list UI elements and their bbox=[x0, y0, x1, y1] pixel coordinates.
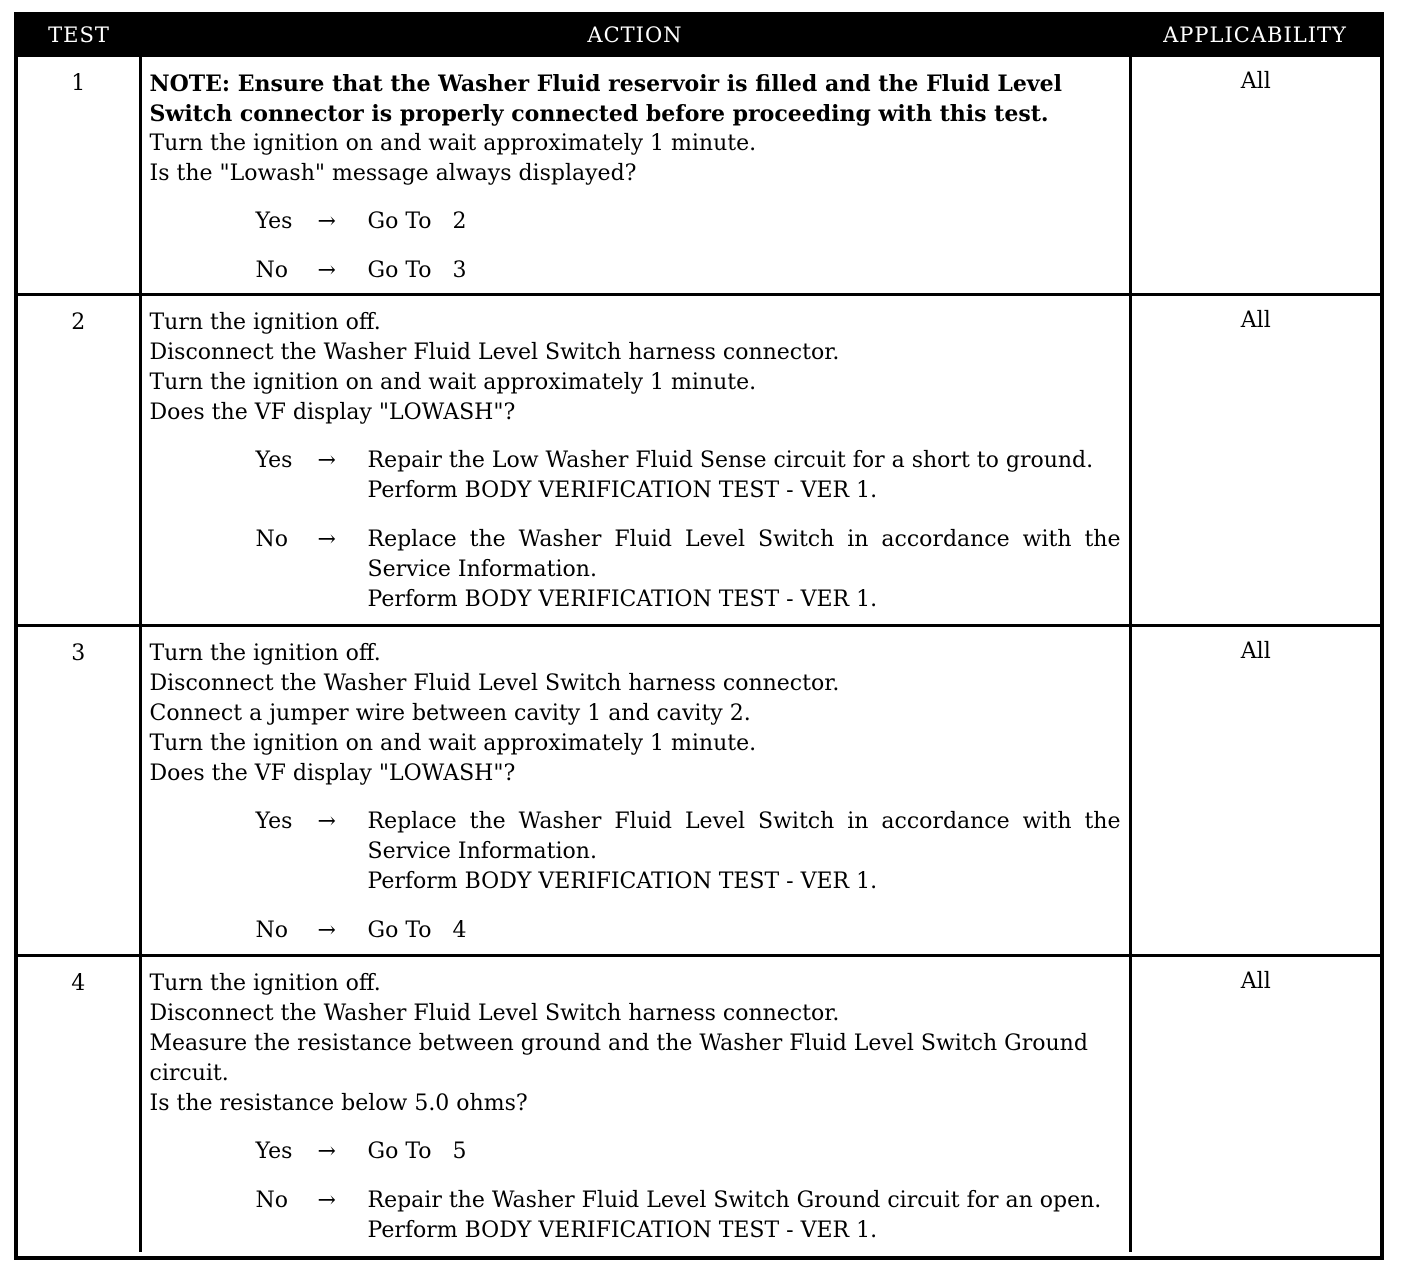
branch-list bbox=[150, 446, 1121, 615]
branch-no bbox=[150, 256, 1121, 286]
branch-no bbox=[150, 1186, 1121, 1246]
step-text: Turn the ignition off. bbox=[149, 971, 381, 996]
branch-list bbox=[150, 207, 1121, 286]
result-line: Replace the Washer Fluid Level Switch in accordance with the Service Information. bbox=[367, 527, 1121, 582]
note-text: NOTE: Ensure that the Washer Fluid reservoir is filled and the Fluid Level Switch connector is properly connected before proceeding with this test. bbox=[149, 71, 1063, 127]
result-line: Repair the Low Washer Fluid Sense circuit for a short to ground. bbox=[367, 448, 1094, 473]
branch-label: No bbox=[255, 258, 288, 283]
arrow-icon: → bbox=[317, 209, 336, 234]
step-text: Does the VF display "LOWASH"? bbox=[149, 761, 516, 786]
result-line: Perform BODY VERIFICATION TEST - VER 1. bbox=[367, 869, 878, 894]
header-action: ACTION bbox=[140, 16, 1130, 56]
branch-label: No bbox=[255, 1188, 288, 1213]
arrow-icon: → bbox=[317, 258, 336, 283]
result-line: Replace the Washer Fluid Level Switch in accordance with the Service Information. bbox=[367, 809, 1121, 864]
branch-result bbox=[368, 1186, 1121, 1246]
table-row bbox=[18, 56, 1380, 295]
branch-list bbox=[150, 1137, 1121, 1246]
branch-yes bbox=[150, 207, 1121, 237]
result-line: Go To 5 bbox=[367, 1139, 467, 1164]
step-text: Measure the resistance between ground and the Washer Fluid Level Switch Ground circuit. bbox=[149, 1031, 1088, 1086]
result-line: Perform BODY VERIFICATION TEST - VER 1. bbox=[367, 478, 878, 503]
branch-result bbox=[368, 446, 1121, 506]
header-test: TEST bbox=[18, 16, 140, 56]
branch-list bbox=[150, 807, 1121, 946]
step-text: Is the resistance below 5.0 ohms? bbox=[149, 1091, 528, 1116]
branch-result bbox=[368, 256, 1121, 286]
test-number: 1 bbox=[18, 56, 140, 295]
test-number: 4 bbox=[18, 956, 140, 1253]
arrow-icon: → bbox=[317, 527, 336, 552]
branch-label: No bbox=[255, 918, 288, 943]
step-text: Turn the ignition off. bbox=[149, 310, 381, 335]
diagnostic-test-table-frame bbox=[14, 12, 1384, 1260]
branch-result bbox=[368, 916, 1121, 946]
test-number: 3 bbox=[18, 626, 140, 956]
branch-label: No bbox=[255, 527, 288, 552]
action-cell bbox=[140, 956, 1130, 1253]
step-text: Disconnect the Washer Fluid Level Switch harness connector. bbox=[149, 340, 840, 365]
branch-result bbox=[368, 525, 1121, 615]
branch-label: Yes bbox=[255, 809, 293, 834]
result-line: Go To 2 bbox=[367, 209, 467, 234]
result-line: Perform BODY VERIFICATION TEST - VER 1. bbox=[367, 1218, 878, 1243]
arrow-icon: → bbox=[317, 918, 336, 943]
action-cell bbox=[140, 56, 1130, 295]
step-text: Turn the ignition on and wait approximately 1 minute. bbox=[149, 131, 757, 156]
result-line: Go To 4 bbox=[367, 918, 467, 943]
arrow-icon: → bbox=[317, 1188, 336, 1213]
step-text: Disconnect the Washer Fluid Level Switch harness connector. bbox=[149, 1001, 840, 1026]
applicability-cell: All bbox=[1130, 56, 1380, 295]
result-line: Repair the Washer Fluid Level Switch Ground circuit for an open. bbox=[367, 1188, 1102, 1213]
step-text: Turn the ignition on and wait approximately 1 minute. bbox=[149, 370, 757, 395]
step-text: Turn the ignition on and wait approximately 1 minute. bbox=[149, 731, 757, 756]
header-applicability: APPLICABILITY bbox=[1130, 16, 1380, 56]
test-number: 2 bbox=[18, 295, 140, 626]
branch-yes bbox=[150, 446, 1121, 506]
branch-yes bbox=[150, 1137, 1121, 1167]
step-text: Is the "Lowash" message always displayed? bbox=[149, 161, 637, 186]
action-cell bbox=[140, 295, 1130, 626]
step-text: Connect a jumper wire between cavity 1 and cavity 2. bbox=[149, 701, 751, 726]
branch-yes bbox=[150, 807, 1121, 897]
table-header-row bbox=[18, 16, 1380, 56]
branch-label: Yes bbox=[255, 1139, 293, 1164]
applicability-cell: All bbox=[1130, 626, 1380, 956]
branch-result bbox=[368, 1137, 1121, 1167]
branch-label: Yes bbox=[255, 448, 293, 473]
step-text: Disconnect the Washer Fluid Level Switch harness connector. bbox=[149, 671, 840, 696]
arrow-icon: → bbox=[317, 1139, 336, 1164]
diagnostic-test-table bbox=[18, 16, 1380, 1252]
step-text: Turn the ignition off. bbox=[149, 641, 381, 666]
applicability-cell: All bbox=[1130, 295, 1380, 626]
applicability-cell: All bbox=[1130, 956, 1380, 1253]
arrow-icon: → bbox=[317, 448, 336, 473]
branch-no bbox=[150, 525, 1121, 615]
branch-result bbox=[368, 207, 1121, 237]
arrow-icon: → bbox=[317, 809, 336, 834]
result-line: Perform BODY VERIFICATION TEST - VER 1. bbox=[367, 587, 878, 612]
result-line: Go To 3 bbox=[367, 258, 467, 283]
branch-label: Yes bbox=[255, 209, 293, 234]
action-cell bbox=[140, 626, 1130, 956]
table-row bbox=[18, 626, 1380, 956]
table-row bbox=[18, 295, 1380, 626]
branch-result bbox=[368, 807, 1121, 897]
branch-no bbox=[150, 916, 1121, 946]
table-row bbox=[18, 956, 1380, 1253]
step-text: Does the VF display "LOWASH"? bbox=[149, 400, 516, 425]
